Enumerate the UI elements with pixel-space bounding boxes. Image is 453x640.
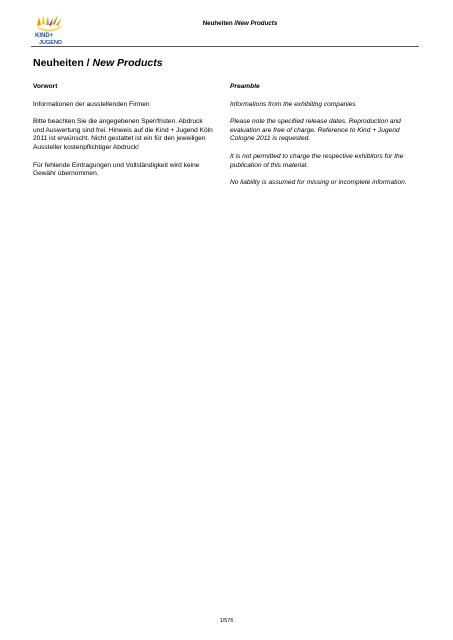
logo-hand-orange-2 [56, 18, 62, 26]
german-paragraph: Bitte beachten Sie die angegebenen Sperrfristen. Abdruck und Auswertung sind frei. Hinweis auf die Kind + Jugend Köln 2011 ist erwünscht. Nicht gestattet ist ein für den jeweiligen Aussteller kostenpflichtiger Abdruck! [33, 118, 213, 151]
page-title [33, 57, 163, 69]
logo-hand-green-2 [52, 15, 58, 25]
running-header-de: Neuheiten / [202, 20, 237, 27]
german-paragraph: Für fehlende Eintragungen und Vollständigkeit wird keine Gewähr übernommen. [33, 161, 200, 178]
english-paragraph: No liability is assumed for missing or incomplete information. [230, 179, 407, 187]
english-paragraph: Please note the specified release dates. Reproduction and evaluation are free of charge. Reference to Kind + Jugend Cologne 2011 is requested. [230, 118, 401, 143]
logo-hand-green [46, 16, 49, 25]
kind-jugend-logo [31, 13, 71, 45]
page-title-en: New Products [92, 57, 163, 69]
english-paragraph: It is not permitted to charge the respective exhibitors for the publication of this material. [230, 152, 404, 169]
logo-swoosh [37, 25, 63, 32]
logo-text-bottom: JUGEND [39, 40, 62, 45]
german-column [33, 83, 213, 188]
german-paragraph: Informationen der ausstellenden Firmen [33, 100, 150, 108]
english-paragraph: Informations from the exhibiting companies [230, 100, 356, 108]
logo-hand-orange [37, 17, 41, 26]
page-number: 1/576 [219, 618, 234, 624]
logo-text-top: KIND+ [35, 33, 54, 39]
english-column [230, 83, 410, 197]
page-title-de: Neuheiten / [33, 57, 93, 69]
header-divider [31, 46, 419, 47]
german-heading: Vorwort [33, 83, 58, 90]
english-heading: Preamble [230, 83, 260, 90]
logo-hand-yellow [42, 15, 45, 25]
logo-hand-pink [49, 18, 53, 26]
running-header-en: New Products [236, 20, 278, 27]
logo-hands-graphic [31, 13, 71, 45]
